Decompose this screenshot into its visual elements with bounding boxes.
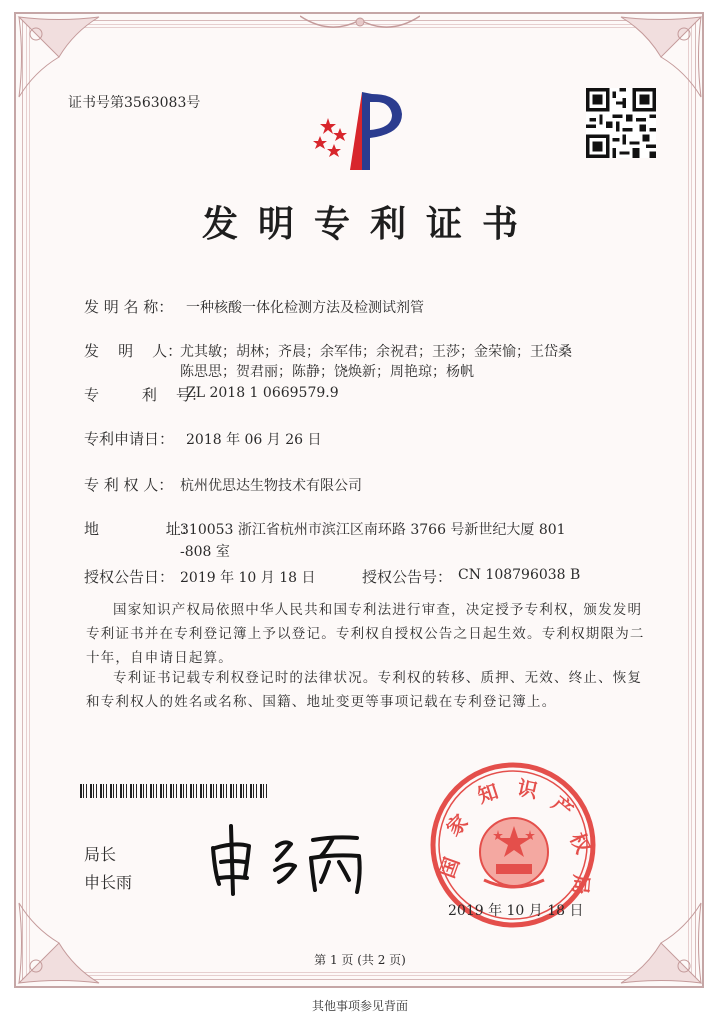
invention-name-value: 一种核酸一体化检测方法及检测试剂管 xyxy=(186,300,424,316)
grant-number-value: CN 108796038 B xyxy=(458,567,581,583)
certificate-title: 发明专利证书 xyxy=(201,203,538,245)
svg-text:国: 国 xyxy=(434,854,465,882)
address-line2: -808 室 xyxy=(180,544,230,560)
inventors-label: 发 明 人： xyxy=(84,342,183,360)
filing-date-value: 2018 年 06 月 26 日 xyxy=(186,432,322,448)
corner-ornament-icon xyxy=(14,898,104,988)
statement-paragraph-1: 国家知识产权局依照中华人民共和国专利法进行审查，决定授予专利权，颁发发明专利证书并在专利登记簿上予以登记。专利权自授权公告之日起生效。专利权期限为二十年，自申请日起算。 xyxy=(86,602,645,666)
certificate-number: 证书号第3563083号 xyxy=(68,95,201,111)
chief-title: 局长 xyxy=(84,845,117,864)
statement-paragraph-2: 专利证书记载专利权登记时的法律状况。专利权的转移、质押、无效、终止、恢复和专利权人的姓名或名称、国籍、地址变更等事项记载在专利登记簿上。 xyxy=(86,670,643,710)
corner-ornament-icon xyxy=(616,898,706,988)
address-label: 地 址： xyxy=(84,520,196,538)
patent-number-value: ZL 2018 1 0669579.9 xyxy=(186,385,339,401)
barcode-icon xyxy=(80,784,272,798)
inventors-line2: 陈思思；贺君丽；陈静；饶焕新；周艳琼；杨帆 xyxy=(180,364,474,380)
inventors-line1: 尤其敏；胡林；齐晨；余军伟；余祝君；王莎；金荣愉；王岱桑 xyxy=(180,344,572,360)
address-line1: 310053 浙江省杭州市滨江区南环路 3766 号新世纪大厦 801 xyxy=(180,522,566,538)
seal-date: 2019 年 10 月 18 日 xyxy=(448,903,584,919)
chief-name: 申长雨 xyxy=(84,873,133,892)
svg-text:权: 权 xyxy=(565,828,596,858)
qr-code-icon xyxy=(586,88,656,158)
handwritten-signature xyxy=(205,818,375,898)
filing-date-label: 专利申请日： xyxy=(84,430,175,448)
corner-ornament-icon xyxy=(14,12,104,102)
grant-date-label: 授权公告日： xyxy=(84,568,175,586)
svg-text:产: 产 xyxy=(547,791,578,823)
cnipa-logo-icon xyxy=(310,88,410,178)
grant-date-value: 2019 年 10 月 18 日 xyxy=(180,570,316,586)
footer-note: 其他事项参见背面 xyxy=(311,999,408,1013)
patentee-label: 专 利 权 人： xyxy=(84,476,174,494)
top-ornament-icon xyxy=(300,12,420,40)
patent-number-label: 专 利 号： xyxy=(84,386,206,404)
svg-text:知: 知 xyxy=(474,778,502,808)
svg-text:局: 局 xyxy=(568,873,594,896)
invention-name-label: 发 明 名 称： xyxy=(84,298,174,316)
grant-number-label: 授权公告号： xyxy=(362,568,453,586)
svg-text:识: 识 xyxy=(515,775,540,803)
patentee-value: 杭州优思达生物技术有限公司 xyxy=(180,478,362,494)
svg-text:家: 家 xyxy=(441,809,473,841)
page-number: 第 1 页 (共 2 页) xyxy=(314,953,406,967)
